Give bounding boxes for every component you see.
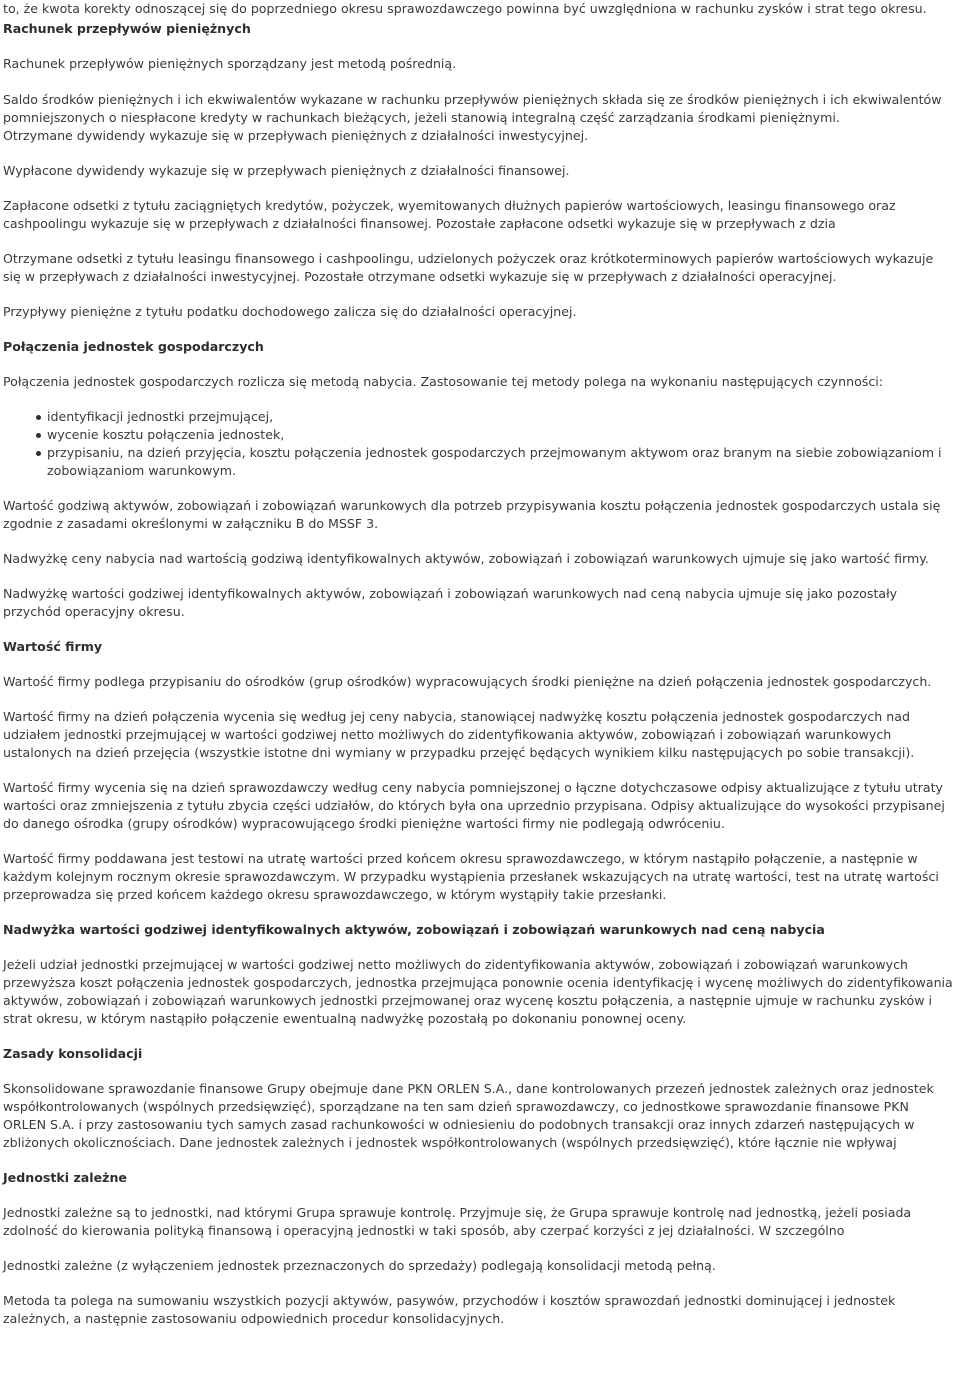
section-heading-subsidiaries: Jednostki zależne (3, 1170, 127, 1185)
paragraph: Przypływy pieniężne z tytułu podatku dochodowego zalicza się do działalności operacyjnej. (3, 304, 577, 319)
paragraph: Saldo środków pieniężnych i ich ekwiwalentów wykazane w rachunku przepływów pieniężnych składa się ze środków pieniężnych i ich ekwiwalentów pomniejszonych o niespłacone kredyty w rachunkach bieżących, jeżeli stanowią integralną część zarządzania środkami pieniężnymi. (3, 92, 942, 125)
paragraph: Nadwyżkę wartości godziwej identyfikowalnych aktywów, zobowiązań i zobowiązań warunkowych nad ceną nabycia ujmuje się jako pozostały przychód operacyjny okresu. (3, 586, 898, 619)
paragraph: Wartość firmy wycenia się na dzień sprawozdawczy według ceny nabycia pomniejszonej o łączne dotychczasowe odpisy aktualizujące z tytułu utraty wartości oraz zmniejszenia z tytułu zbycia części udziałów, do których była ona uprzednio przypisana. Odpisy aktualizujące do wysokości przypisanej do danego ośrodka (grupy ośrodków) wypracowującego środki pieniężne wartości firmy nie podlegają odwróceniu. (3, 780, 945, 831)
paragraph: Otrzymane dywidendy wykazuje się w przepływach pieniężnych z działalności inwestycyjnej. (3, 128, 589, 143)
intro-text: to, że kwota korekty odnoszącej się do poprzedniego okresu sprawozdawczego powinna być uwzględniona w rachunku zysków i strat tego okresu. (3, 1, 927, 16)
list-item: przypisaniu, na dzień przyjęcia, kosztu połączenia jednostek gospodarczych przejmowanym aktywom oraz branym na siebie zobowiązaniom i zobowiązaniom warunkowym. (3, 444, 954, 480)
bullet-icon (36, 451, 41, 456)
paragraph: Jeżeli udział jednostki przejmującej w wartości godziwej netto możliwych do zidentyfikowania aktywów, zobowiązań i zobowiązań warunkowych przewyższa koszt połączenia jednostek gospodarczych, jednostka przejmująca ponownie ocenia identyfikację i wycenę możliwych do zidentyfikowania aktywów, zobowiązań i zobowiązań warunkowych jednostki przejmowanej oraz wycenę kosztu połączenia, a następnie ujmuje w rachunku zysków i strat okresu, w którym nastąpiło połączenie ewentualną nadwyżkę pozostałą po dokonaniu ponownej oceny. (3, 957, 953, 1026)
section-heading-cash-flow: Rachunek przepływów pieniężnych (3, 21, 251, 36)
paragraph: Jednostki zależne (z wyłączeniem jednostek przeznaczonych do sprzedaży) podlegają konsolidacji metodą pełną. (3, 1258, 716, 1273)
paragraph: Zapłacone odsetki z tytułu zaciągniętych kredytów, pożyczek, wyemitowanych dłużnych papierów wartościowych, leasingu finansowego oraz cashpoolingu wykazuje się w przepływach z działalności finansowej. Pozostałe zapłacone odsetki wykazuje się w przepływach z dzia (3, 198, 896, 231)
paragraph: Połączenia jednostek gospodarczych rozlicza się metodą nabycia. Zastosowanie tej metody polega na wykonaniu następujących czynności: (3, 374, 884, 389)
bullet-icon (36, 415, 41, 420)
section-heading-goodwill: Wartość firmy (3, 639, 103, 654)
bullet-list (3, 408, 954, 480)
list-item: identyfikacji jednostki przejmującej, (3, 408, 954, 426)
paragraph: Wartość firmy poddawana jest testowi na utratę wartości przed końcem okresu sprawozdawczego, w którym nastąpiło połączenie, a następnie w każdym kolejnym rocznym okresie sprawozdawczym. W przypadku wystąpienia przesłanek wskazujących na utratę wartości, test na utratę wartości przeprowadza się przed końcem każdego okresu sprawozdawczego, w którym wystąpiły takie przesłanki. (3, 851, 939, 902)
section-heading-business-combinations: Połączenia jednostek gospodarczych (3, 339, 264, 354)
bullet-icon (36, 433, 41, 438)
paragraph: Metoda ta polega na sumowaniu wszystkich pozycji aktywów, pasywów, przychodów i kosztów sprawozdań jednostki dominującej i jednostek zależnych, a następnie zastosowaniu odpowiednich procedur konsolidacyjnych. (3, 1293, 896, 1326)
paragraph: Wartość firmy na dzień połączenia wycenia się według jej ceny nabycia, stanowiącej nadwyżkę kosztu połączenia jednostek gospodarczych nad udziałem jednostki przejmującej w wartości godziwej netto możliwych do zidentyfikowania aktywów, zobowiązań i zobowiązań warunkowych ustalonych na dzień przejęcia (wszystkie istotne dni wymiany w przypadku przejęć będących wynikiem kilku następujących po sobie transakcji). (3, 709, 915, 760)
paragraph: Wypłacone dywidendy wykazuje się w przepływach pieniężnych z działalności finansowej. (3, 163, 570, 178)
paragraph: Nadwyżkę ceny nabycia nad wartością godziwą identyfikowalnych aktywów, zobowiązań i zobowiązań warunkowych ujmuje się jako wartość firmy. (3, 551, 929, 566)
paragraph: Wartość godziwą aktywów, zobowiązań i zobowiązań warunkowych dla potrzeb przypisywania kosztu połączenia jednostek gospodarczych ustala się zgodnie z zasadami określonymi w załączniku B do MSSF 3. (3, 498, 941, 531)
paragraph: Rachunek przepływów pieniężnych sporządzany jest metodą pośrednią. (3, 56, 457, 71)
section-heading-consolidation: Zasady konsolidacji (3, 1046, 143, 1061)
paragraph: Otrzymane odsetki z tytułu leasingu finansowego i cashpoolingu, udzielonych pożyczek oraz krótkoterminowych papierów wartościowych wykazuje się w przepływach z działalności inwestycyjnej. Pozostałe otrzymane odsetki wykazuje się w przepływach z działalności operacyjnej. (3, 251, 934, 284)
section-heading-negative-goodwill: Nadwyżka wartości godziwej identyfikowalnych aktywów, zobowiązań i zobowiązań warunkowych nad ceną nabycia (3, 922, 825, 937)
paragraph: Jednostki zależne są to jednostki, nad którymi Grupa sprawuje kontrolę. Przyjmuje się, że Grupa sprawuje kontrolę nad jednostką, jeżeli posiada zdolność do kierowania polityką finansową i operacyjną jednostki w taki sposób, aby czerpać korzyści z jej działalności. W szczególno (3, 1205, 912, 1238)
list-item: wycenie kosztu połączenia jednostek, (3, 426, 954, 444)
paragraph: Skonsolidowane sprawozdanie finansowe Grupy obejmuje dane PKN ORLEN S.A., dane kontrolowanych przezeń jednostek zależnych oraz jednostek współkontrolowanych (wspólnych przedsięwzięć), sporządzane na ten sam dzień sprawozdawczy, co jednostkowe sprawozdanie finansowe PKN ORLEN S.A. i przy zastosowaniu tych samych zasad rachunkowości w odniesieniu do podobnych transakcji oraz innych zdarzeń następujących w zbliżonych okolicznościach. Dane jednostek zależnych i jednostek współkontrolowanych (wspólnych przedsięwzięć), które łącznie nie wpływaj (3, 1081, 934, 1150)
paragraph: Wartość firmy podlega przypisaniu do ośrodków (grup ośrodków) wypracowujących środki pieniężne na dzień połączenia jednostek gospodarczych. (3, 674, 932, 689)
